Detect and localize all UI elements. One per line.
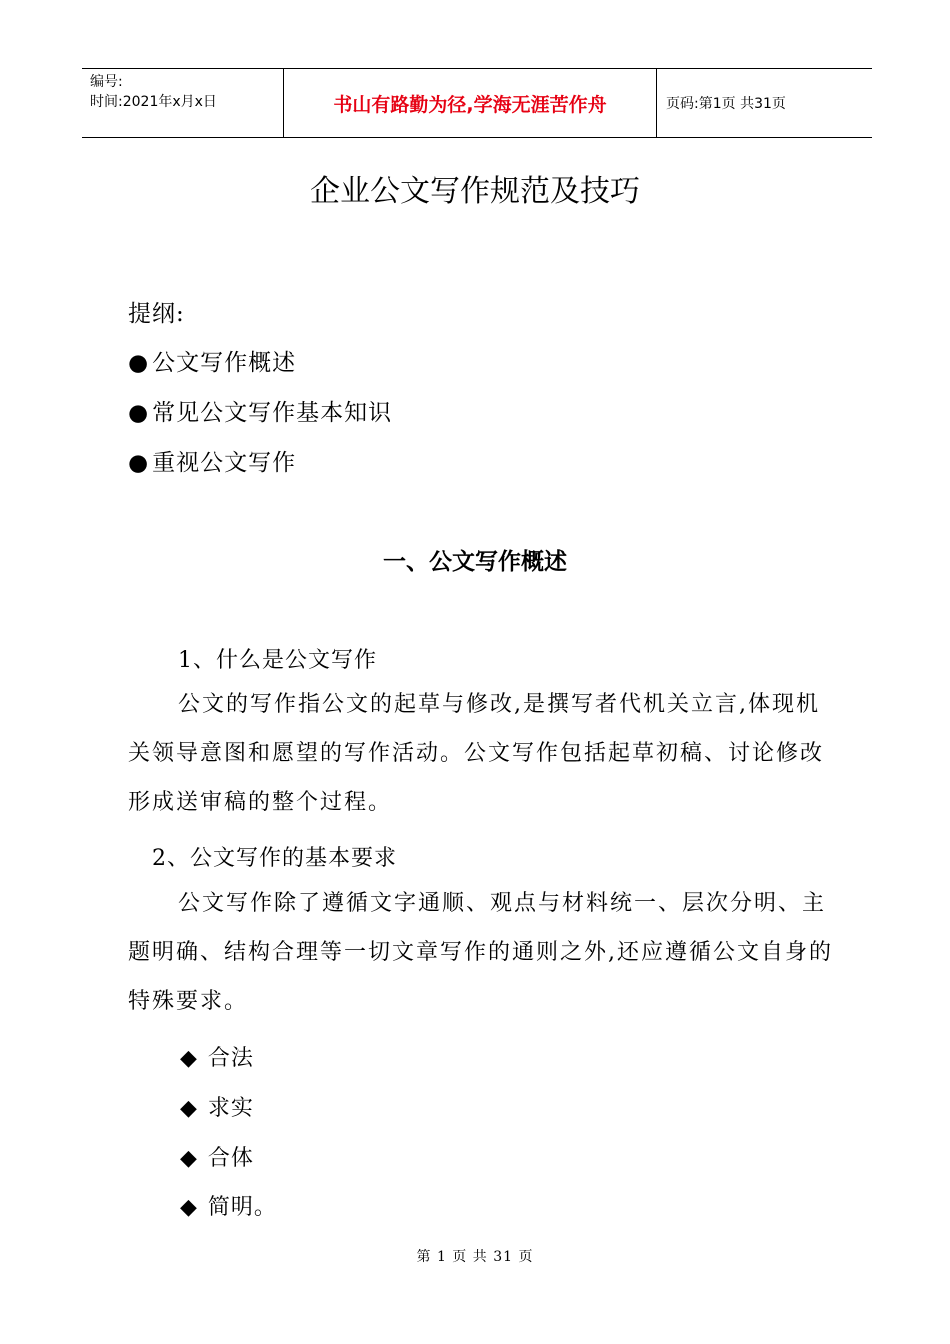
doc-time-label: 时间:2021年x月x日 bbox=[90, 94, 217, 110]
header-page-number bbox=[656, 69, 872, 137]
bullet-icon: ● bbox=[128, 350, 150, 376]
outline-item-label: 公文写作概述 bbox=[152, 350, 297, 376]
section-title: 一、公文写作概述 bbox=[383, 549, 567, 575]
page-footer: 第 1 页 共 31 页 bbox=[416, 1249, 534, 1265]
doc-number-label: 编号: bbox=[90, 74, 123, 90]
requirement-label: 合体 bbox=[207, 1146, 254, 1171]
diamond-icon: ◆ bbox=[180, 1046, 198, 1071]
requirement-label: 简明。 bbox=[207, 1195, 277, 1220]
page-header bbox=[82, 68, 872, 138]
outline-item bbox=[128, 344, 296, 377]
outline-item bbox=[128, 394, 392, 427]
outline-item-label: 常见公文写作基本知识 bbox=[152, 400, 393, 426]
header-meta bbox=[82, 69, 282, 137]
requirement-item bbox=[180, 1190, 277, 1221]
body-paragraph: 公文写作除了遵循文字通顺、观点与材料统一、层次分明、主题明确、结构合理等一切文章写作的通则之外,还应遵循公文自身的特殊要求。 bbox=[128, 891, 833, 1014]
header-page-label: 页码:第1页 共31页 bbox=[666, 96, 786, 112]
outline-item-label: 重视公文写作 bbox=[152, 450, 297, 476]
body-paragraph: 公文的写作指公文的起草与修改,是撰写者代机关立言,体现机关领导意图和愿望的写作活动。公文写作包括起草初稿、讨论修改形成送审稿的整个过程。 bbox=[128, 692, 825, 815]
requirement-label: 求实 bbox=[207, 1096, 254, 1121]
diamond-icon: ◆ bbox=[180, 1146, 198, 1171]
diamond-icon: ◆ bbox=[180, 1096, 198, 1121]
requirement-item bbox=[180, 1041, 254, 1072]
requirement-item bbox=[180, 1091, 254, 1122]
outline-label: 提纲: bbox=[128, 301, 185, 327]
document-title: 企业公文写作规范及技巧 bbox=[310, 174, 640, 209]
bullet-icon: ● bbox=[128, 450, 150, 476]
subsection-heading: 1、什么是公文写作 bbox=[178, 648, 377, 673]
header-motto: 书山有路勤为径,学海无涯苦作舟 bbox=[283, 69, 657, 137]
bullet-icon: ● bbox=[128, 400, 150, 426]
requirement-item bbox=[180, 1141, 254, 1172]
outline-item bbox=[128, 444, 296, 477]
requirement-label: 合法 bbox=[207, 1046, 254, 1071]
diamond-icon: ◆ bbox=[180, 1195, 198, 1220]
subsection-heading: 2、公文写作的基本要求 bbox=[152, 846, 397, 871]
